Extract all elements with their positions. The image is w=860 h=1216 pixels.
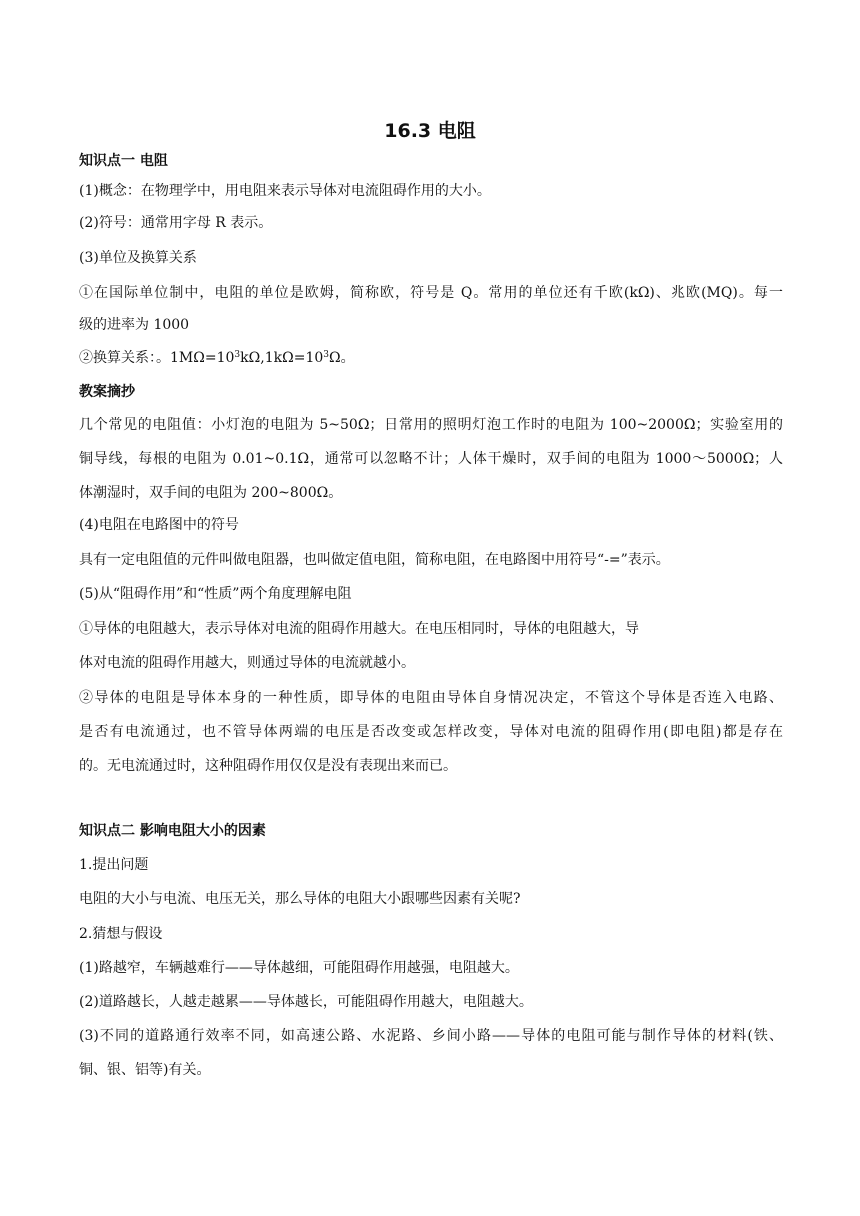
circuit-symbol-heading: (4)电阻在电路图中的符号 [79,517,239,533]
hypothesis-heading: 2.猜想与假设 [79,926,163,942]
conversion-middle: kΩ,1kΩ= [240,350,306,366]
unit-conversion-formula [79,348,783,368]
hypothesis-3-line-2: 铜、银、铝等)有关。 [79,1062,211,1078]
question-heading: 1.提出问题 [79,857,149,873]
power-base: 10 [305,350,324,366]
hypothesis-1: (1)路越窄，车辆越难行——导体越细，可能阻碍作用越强，电阻越大。 [79,960,519,976]
power-base: 10 [216,350,235,366]
section-heading-factors: 知识点二 影响电阻大小的因素 [79,823,266,839]
notes-text-line-2: 铜导线，每根的电阻为 0.01~0.1Ω，通常可以忽略不计；人体干燥时，双手间的电阻为 1000～5000Ω；人 [79,451,783,467]
circuit-symbol-text: 具有一定电阻值的元件叫做电阻器，也叫做定值电阻，简称电阻，在电路图中用符号“-=”表示。 [79,552,670,568]
angle-2-line-2: 是否有电流通过，也不管导体两端的电压是否改变或怎样改变，导体对电流的阻碍作用(即电阻)都是存在 [79,724,783,740]
conversion-prefix: ②换算关系：。1MΩ= [79,350,217,366]
power-exponent: 3 [234,350,241,360]
angle-2-line-3: 的。无电流通过时，这种阻碍作用仅仅是没有表现出来而已。 [79,758,457,774]
conversion-suffix: Ω。 [329,350,355,366]
concept-text: (1)概念：在物理学中，用电阻来表示导体对电流阻碍作用的大小。 [79,183,491,199]
hypothesis-2: (2)道路越长，人越走越累——导体越长，可能阻碍作用越大，电阻越大。 [79,994,533,1010]
question-text: 电阻的大小与电流、电压无关，那么导体的电阻大小跟哪些因素有关呢? [79,891,521,907]
notes-heading: 教案摘抄 [79,384,135,400]
units-text-line-1: ①在国际单位制中，电阻的单位是欧姆，简称欧，符号是 Q。常用的单位还有千欧(kΩ)、兆欧(MQ)。每一 [79,285,783,301]
hypothesis-3-line-1: (3)不同的道路通行效率不同，如高速公路、水泥路、乡间小路——导体的电阻可能与制作导体的材料(铁、 [79,1028,783,1044]
angle-1-line-1: ①导体的电阻越大，表示导体对电流的阻碍作用越大。在电压相同时，导体的电阻越大，导 [79,621,639,637]
notes-text-line-3: 体潮湿时，双手间的电阻为 200~800Ω。 [79,485,343,501]
section-heading-resistance: 知识点一 电阻 [79,153,168,169]
power-exponent: 3 [323,350,329,360]
symbol-text: (2)符号：通常用字母 R 表示。 [79,215,273,231]
units-heading: (3)单位及换算关系 [79,250,197,266]
notes-text-line-1: 几个常见的电阻值：小灯泡的电阻为 5~50Ω；日常用的照明灯泡工作时的电阻为 100~2000Ω；实验室用的 [79,417,783,433]
angle-2-line-1: ②导体的电阻是导体本身的一种性质，即导体的电阻由导体自身情况决定，不管这个导体是否连入电路、 [79,690,783,706]
angles-heading: (5)从“阻碍作用”和“性质”两个角度理解电阻 [79,586,352,602]
angle-1-line-2: 体对电流的阻碍作用越大，则通过导体的电流就越小。 [79,655,415,671]
units-text-line-2: 级的进率为 1000 [79,317,190,333]
page-title: 16.3 电阻 [384,120,476,142]
